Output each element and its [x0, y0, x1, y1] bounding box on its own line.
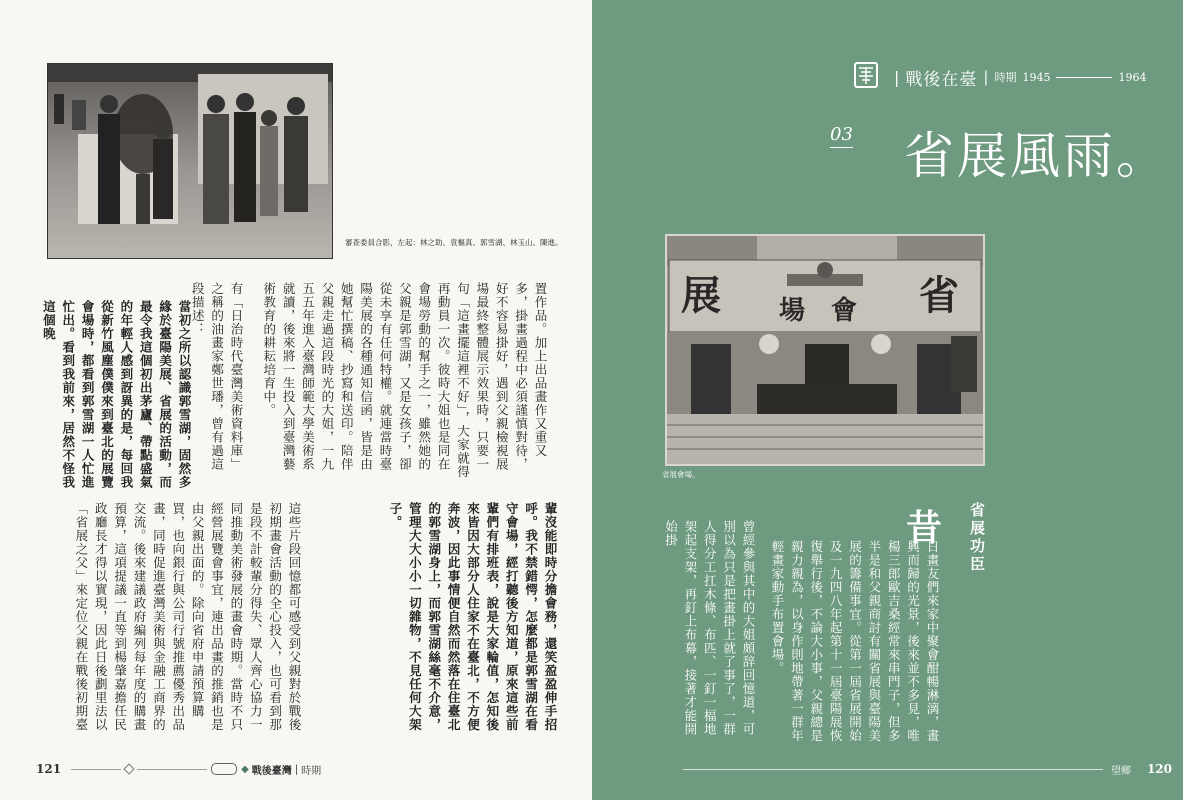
chapter-title: 戰後在臺: [905, 69, 978, 90]
body-text-right-2: 曾經參與其中的大姐頗辞回憶道，可別以為只是把畫掛上就了事了，一群人得分工扛木條、布匹、一釘一楅地架起支架，再釘上布幕，接著才能開始掛: [663, 520, 756, 736]
banner-small-text: 場 會: [779, 296, 858, 326]
period-label: 時期: [994, 71, 1017, 84]
body-text-column-1: 置作品。加上出品畫作又重又多，掛畫過程中必須謹慎對待，好不容易掛好，遇到父親檢視展場最終整體展示效果時，只要一句「這畫擺這裡不好」，大家就得再動員一次。彼時大姐也是同在會場勞動的幫手之一，雖然她的父親是郭雪湖，又是女孩子，卻從未享有任何特權。就連當時臺陽美展的各種通知信函，皆是由她幫忙撰稿、抄寫和送印。陪伴父親走過這段時光的大姐，一九五五年進入臺灣師範大學美術系就讀，後來將一生投入到臺灣藝術教育的耕耘培育中。: [261, 282, 548, 479]
period-start: 1945: [1022, 70, 1051, 84]
section-number: 03: [830, 124, 853, 148]
right-footer: [632, 758, 1172, 780]
left-page-number: 121: [36, 762, 62, 776]
banner-char-left: 展: [681, 272, 721, 319]
section-title: 省展風雨。: [904, 127, 1169, 185]
right-page: [592, 0, 1183, 800]
right-page-number: 120: [1146, 762, 1172, 776]
footer-divider: |: [294, 763, 299, 775]
body-text-column-2: 有「日治時代臺灣美術資料庫」之稱的油畫家鄭世璠，曾有過這段描述：: [190, 282, 244, 471]
exhibition-hall-photo: [665, 234, 985, 466]
footer-rule-left: [71, 769, 121, 770]
header-divider-2: |: [983, 68, 989, 86]
left-footer: [36, 758, 356, 780]
footer-dot-icon: ◆: [241, 763, 249, 775]
body-text-column-3: 這些片段回憶都可感受到父親對於戰後初期畫會活動的全心投入，也可看到那是段不計較輩分得失、眾人齊心協力一同推動美術發展的畫會時期。當時不只經營展覽會事宜，連出品畫的推銷也是由父親出面的。除向省府申請預算購買，也向銀行與公司行號推薦優秀出品畫，同時促進臺灣美術與金融工商界的交流。後來建議政府編列每年度的購畫預算，這項提議一直等到楊肇嘉擔任民政廳長才得以實現，因此日後劃里法以「省展之父」來定位父親在戰後初期臺: [73, 502, 302, 732]
committee-photo-caption: 審查委員合影，左起：林之助、袁樞真、郭雪湖、林玉山、陳進。: [345, 238, 563, 247]
seal-stamp-icon: [854, 62, 878, 88]
right-footer-rule: [683, 769, 1103, 770]
footer-badge-icon: [211, 763, 237, 775]
committee-photo-art: [48, 64, 332, 258]
body-text-right-1: 日畫友們來家中聚會酣暢淋漓，畫興而歸的光景，後來並不多見，唯楊三郎歐吉桑經常來串門子，但多半是和父親商討有關省展與臺陽美展的籌備事宜。從第一屆省展開始及一九四八年起第十一屆臺陽展恢復舉行後，不論大小事，父親總是親力親為，以身作則地帶著一群年輕畫家動手布置會場。: [770, 540, 940, 743]
footer-rule-mid: [137, 769, 207, 770]
footer-diamond-icon: [123, 763, 134, 774]
drop-cap: 昔: [906, 507, 943, 549]
banner-char-right: 省: [919, 272, 959, 319]
left-footer-period: 時期: [301, 765, 322, 777]
left-footer-label: 戰後臺灣: [251, 765, 292, 777]
chapter-header: [894, 64, 1164, 90]
header-divider: |: [894, 67, 900, 87]
quote-text: 當初之所以認識郭雪湖，固然多緣於臺陽美展、省展的活動，而最令我這個初出茅廬、帶點盛氣的年輕人感到訝異的是，每回我從新竹風塵僕僕來到臺北的展覽會場時，都看到郭雪湖一人忙進忙出。看到我前來，居然不怪我這個晚: [41, 300, 192, 489]
committee-photo: [47, 63, 333, 259]
subheading: 省展功臣: [968, 502, 986, 574]
period-line: [1056, 77, 1112, 78]
exhibition-hall-photo-caption: 省展會場。: [662, 470, 700, 479]
period-end: 1964: [1118, 70, 1147, 84]
right-footer-name: 望鄉: [1110, 765, 1131, 777]
quote-text-continued: 輩沒能即時分擔會務，還笑盈盈伸手招呼。我不禁錯愕，怎麼都是郭雪湖在看守會場，經打聽後方知道，原來這些前輩們有排班表，說是大家輪值，怎知後來皆因大部分人住家不在臺北，不方便奔波，因此事情便自然而然落在住臺北的郭雪湖身上，而郭雪湖絲毫不介意，管理大大小小一切雜物，不見任何大架子。: [388, 502, 558, 732]
